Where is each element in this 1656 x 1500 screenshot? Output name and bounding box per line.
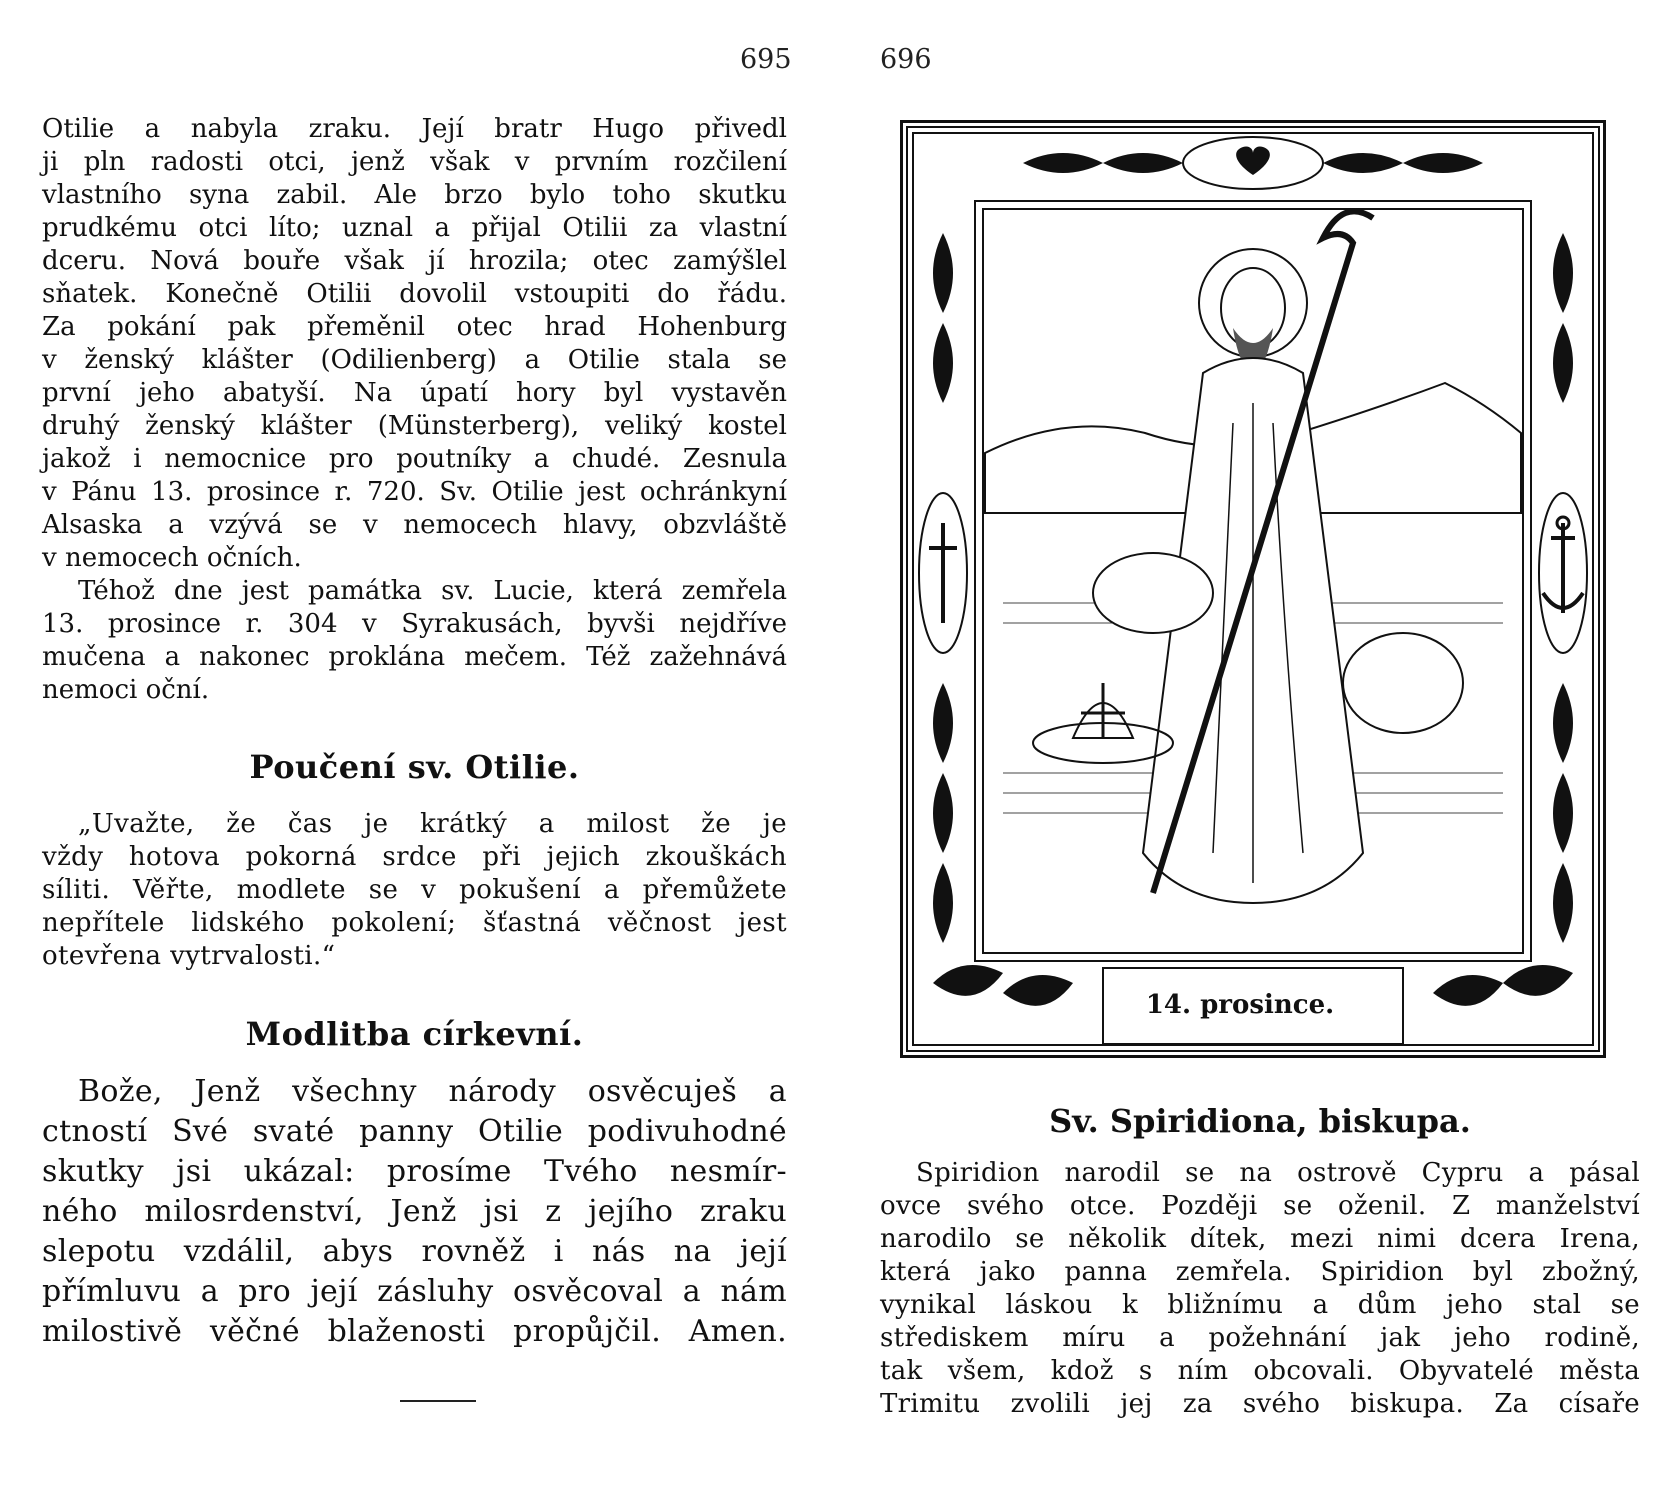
left-page: [0, 0, 820, 1500]
section-heading-modlitba: Modlitba církevní.: [245, 1015, 584, 1053]
text-line: vynikal láskou k bližnímu a dům jeho stal se: [880, 1290, 1640, 1320]
text-line: druhý ženský klášter (Münsterberg), veliký kostel: [42, 411, 787, 441]
text-line: nepřítele lidského pokolení; šťastná věčnost jest: [42, 908, 787, 938]
paragraph-modlitba: [42, 1072, 787, 1352]
text-line: „Uvažte, že čas je krátký a milost že je: [78, 809, 787, 839]
text-line: v ženský klášter (Odilienberg) a Otilie stala se: [42, 345, 787, 375]
text-line: Spiridion narodil se na ostrově Cypru a pásal: [916, 1158, 1640, 1188]
text-line: narodilo se několik dítek, mezi nimi dcera Irena,: [880, 1224, 1640, 1254]
text-line: Alsaska a vzývá se v nemocech hlavy, obzvláště: [42, 510, 787, 540]
text-line: která jako panna zemřela. Spiridion byl zbožný,: [880, 1257, 1640, 1287]
right-page: [860, 0, 1656, 1500]
text-line: Téhož dne jest památka sv. Lucie, která zemřela: [78, 576, 787, 606]
paragraph-spiridion: [880, 1157, 1640, 1421]
illustration-caption: 14. prosince.: [1145, 990, 1335, 1020]
page-number-right: 696: [880, 44, 932, 75]
text-line: vlastního syna zabil. Ale brzo bylo toho skutku: [42, 180, 787, 210]
text-line: ctností Své svaté panny Otilie podivuhodné: [42, 1114, 787, 1149]
page-number-left: 695: [740, 44, 792, 75]
text-line: prudkému otci líto; uznal a přijal Otilii za vlastní: [42, 213, 787, 243]
text-line: Za pokání pak přeměnil otec hrad Hohenburg: [42, 312, 787, 342]
text-line: první jeho abatyší. Na úpatí hory byl vystavěn: [42, 378, 787, 408]
text-line: v nemocech očních.: [42, 543, 302, 573]
paragraph-otilie-life: [42, 113, 787, 707]
text-line: dceru. Nová bouře však jí hrozila; otec zamýšlel: [42, 246, 787, 276]
ornamental-frame-engraving: [903, 123, 1603, 1055]
text-line: síliti. Věřte, modlete se v pokušení a přemůžete: [42, 875, 787, 905]
text-line: nemoci oční.: [42, 675, 210, 705]
text-line: vždy hotova pokorná srdce při jejich zkouškách: [42, 842, 787, 872]
text-line: milostivě věčné blaženosti propůjčil. Amen.: [42, 1314, 787, 1349]
section-heading-spiridion: Sv. Spiridiona, biskupa.: [1049, 1102, 1471, 1140]
text-line: skutky jsi ukázal: prosíme Tvého nesmír-: [42, 1154, 787, 1189]
text-line: otevřena vytrvalosti.“: [42, 941, 336, 971]
text-line: ji pln radosti otci, jenž však v prvním rozčilení: [42, 147, 787, 177]
text-line: ovce svého otce. Později se oženil. Z manželství: [880, 1191, 1640, 1221]
text-line: tak všem, kdož s ním obcovali. Obyvatelé města: [880, 1356, 1640, 1386]
section-heading-pouceni: Poučení sv. Otilie.: [249, 748, 580, 786]
text-line: v Pánu 13. prosince r. 720. Sv. Otilie jest ochránkyní: [42, 477, 787, 507]
text-line: Otilie a nabyla zraku. Její bratr Hugo přivedl: [42, 114, 787, 144]
text-line: ného milosrdenství, Jenž jsi z jejího zraku: [42, 1194, 787, 1229]
text-line: mučena a nakonec proklána mečem. Též zažehnává: [42, 642, 787, 672]
saint-illustration: [900, 120, 1606, 1058]
text-line: 13. prosince r. 304 v Syrakusách, byvši nejdříve: [42, 609, 787, 639]
text-line: sňatek. Konečně Otilii dovolil vstoupiti do řádu.: [42, 279, 787, 309]
text-line: Bože, Jenž všechny národy osvěcuješ a: [78, 1074, 787, 1109]
text-line: jakož i nemocnice pro poutníky a chudé. Zesnula: [42, 444, 787, 474]
text-line: slepotu vzdálil, abys rovněž i nás na její: [42, 1234, 787, 1269]
text-line: Trimitu zvolili jej za svého biskupa. Za císaře: [880, 1389, 1640, 1419]
end-rule: [400, 1400, 476, 1402]
text-line: střediskem míru a požehnání jak jeho rodině,: [880, 1323, 1640, 1353]
text-line: přímluvu a pro její zásluhy osvěcoval a nám: [42, 1274, 787, 1309]
paragraph-pouceni: [42, 808, 787, 973]
